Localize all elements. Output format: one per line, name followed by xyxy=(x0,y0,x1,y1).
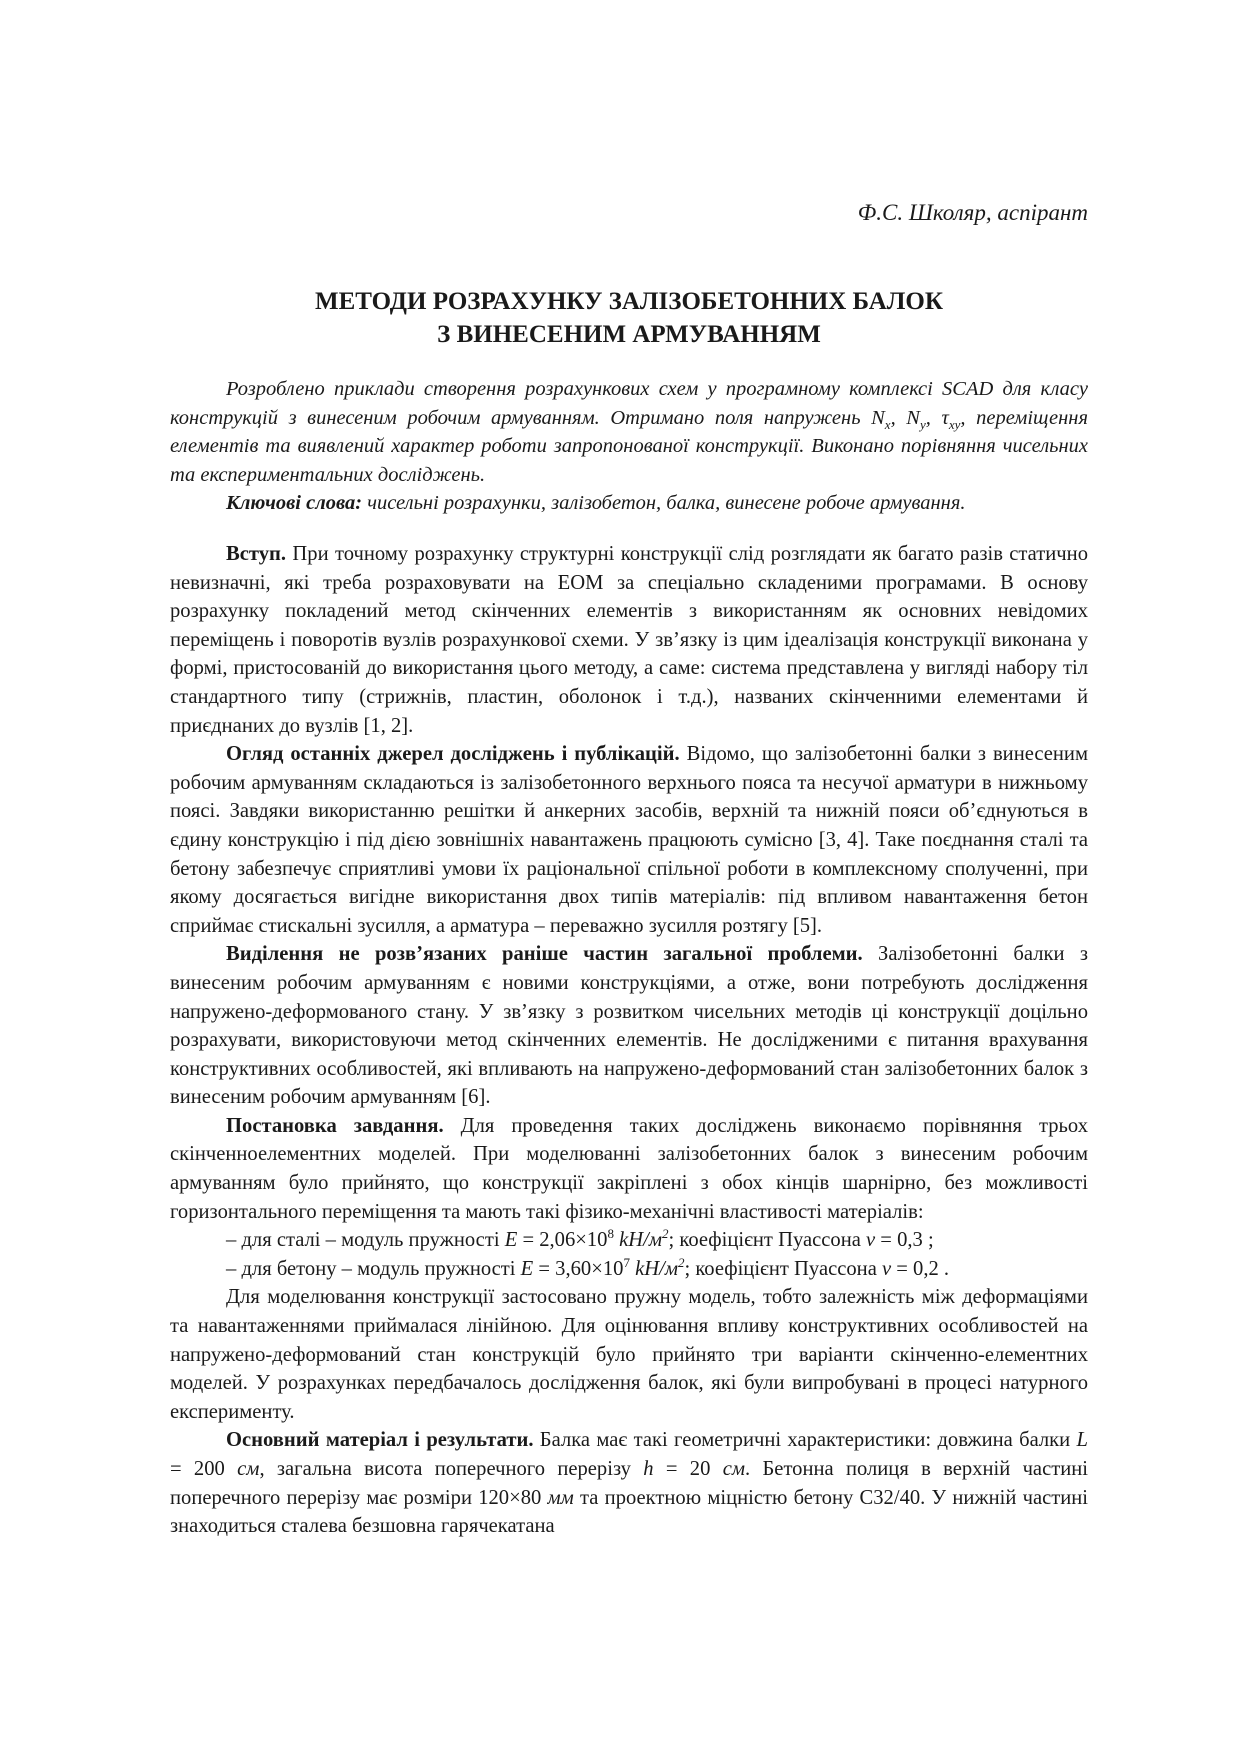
results-text-3: . Бетонна полиця в верхній частині поперечного перерізу має розміри 120×80 xyxy=(170,1458,1088,1509)
model-paragraph: Для моделювання конструкції застосовано пружну модель, тобто залежність між деформаціями та навантаженнями приймалася лінійною. Для оцінювання впливу конструктивних особливостей на напружено-деформований стан конструкцій було прийнято три варіанти скінченно-елементних моделей. У розрахунках передбачалось дослідження балок, які були випробувані в процесі натурного експерименту. xyxy=(170,1286,1088,1423)
steel-nu-value: = 0,3 ; xyxy=(875,1229,934,1252)
steel-value: = 2,06×10 xyxy=(517,1229,608,1252)
subscript-y: y xyxy=(919,416,926,432)
keywords-paragraph xyxy=(170,489,1088,518)
results-l-unit: см xyxy=(237,1458,260,1480)
results-text-1: Балка має такі геометричні характеристики: довжина балки xyxy=(533,1429,1077,1452)
review-heading: Огляд останніх джерел досліджень і публікацій. xyxy=(226,743,680,766)
steel-e-symbol: E xyxy=(504,1229,518,1252)
concrete-e-symbol: E xyxy=(520,1257,534,1280)
results-h-value: = 20 xyxy=(653,1458,723,1480)
abstract-sep-2: , τ xyxy=(925,406,949,429)
steel-unit: kН/м xyxy=(613,1229,662,1252)
unsolved-paragraph xyxy=(170,940,1088,1112)
steel-poisson-label: ; коефіцієнт Пуассона xyxy=(668,1229,867,1252)
author-line: Ф.С. Школяр, аспірант xyxy=(857,200,1088,225)
concrete-exponent: 7 xyxy=(623,1254,630,1270)
intro-heading: Вступ. xyxy=(226,543,287,565)
results-mm-unit: мм xyxy=(547,1486,574,1509)
results-l-value: = 200 xyxy=(170,1458,238,1480)
title-line-2: З ВИНЕСЕНИМ АРМУВАННЯМ xyxy=(437,321,821,348)
abstract xyxy=(170,375,1088,518)
results-h-symbol: h xyxy=(643,1458,654,1480)
results-h-unit: см xyxy=(722,1458,746,1480)
intro-paragraph xyxy=(170,540,1088,740)
task-text: Для проведення таких досліджень виконаємо порівняння трьох скінченноелементних моделей. При моделюванні залізобетонних балок з винесеним робочим армуванням було прийнято, що конструкції закріплені з обох кінців шарнірно, без можливості горизонтального переміщення та мають такі фізико-механічні властивості матеріалів: xyxy=(170,1114,1088,1223)
body-text xyxy=(170,540,1088,1541)
steel-prefix: – для сталі – модуль пружності xyxy=(226,1229,505,1252)
results-text-4: та проектною міцністю бетону С32/40. У нижній частині знаходиться сталева безшовна гарячекатана xyxy=(170,1486,1088,1538)
steel-nu-symbol: ν xyxy=(866,1229,876,1252)
unsolved-heading: Виділення не розв’язаних раніше частин загальної проблеми. xyxy=(226,943,863,966)
review-paragraph xyxy=(170,740,1088,940)
keywords-label: Ключові слова: xyxy=(226,492,363,514)
title-line-1: МЕТОДИ РОЗРАХУНКУ ЗАЛІЗОБЕТОННИХ БАЛОК xyxy=(314,288,943,315)
results-paragraph xyxy=(170,1426,1088,1540)
steel-properties xyxy=(170,1226,1088,1255)
subscript-x: x xyxy=(884,416,891,432)
concrete-properties xyxy=(170,1255,1088,1284)
results-text-2: , загальна висота поперечного перерізу xyxy=(259,1458,644,1480)
abstract-sep-1: , N xyxy=(890,406,920,429)
abstract-text-1: Розроблено приклади створення розрахункових схем у програмному комплексі SCAD для класу конструкцій з винесеним робочим армуванням. Отримано поля напружень N xyxy=(170,378,1088,429)
concrete-value: = 3,60×10 xyxy=(533,1257,624,1280)
review-text: Відомо, що залізобетонні балки з винесеним робочим армуванням складаються із залізобетонного верхнього пояса та несучої арматури в нижньому поясі. Завдяки використанню решітки й анкерних засобів, верхній та нижній пояси об’єднуються в єдину конструкцію і під дією зовнішніх навантажень працюють сумісно [3, 4]. Таке поєднання сталі та бетону забезпечує сприятливі умови їх раціональної спільної роботи в комплексному сполученні, при якому досягається вигідне використання двох типів матеріалів: під впливом навантаження бетон сприймає стискальні зусилля, а арматура – переважно зусилля розтягу [5]. xyxy=(170,743,1088,937)
subscript-xy: xy xyxy=(948,416,961,432)
abstract-paragraph xyxy=(170,375,1088,489)
intro-text: При точному розрахунку структурні конструкції слід розглядати як багато разів статично невизначні, які треба розраховувати на ЕОМ за спеціально складеними програмами. В основу розрахунку покладений метод скінченних елементів з використанням як основних невідомих переміщень і поворотів вузлів розрахункової схеми. У зв’язку із цим ідеалізація конструкції виконана у формі, пристосованій до використання цього методу, а саме: система представлена у вигляді набору тіл стандартного типу (стрижнів, пластин, оболонок і т.д.), названих скінченними елементами й приєднаних до вузлів [1, 2]. xyxy=(170,543,1088,737)
concrete-unit-exponent: 2 xyxy=(677,1254,685,1270)
concrete-unit: kН/м xyxy=(629,1257,678,1280)
paper-title xyxy=(170,285,1088,351)
concrete-prefix: – для бетону – модуль пружності xyxy=(226,1257,521,1280)
unsolved-text: Залізобетонні балки з винесеним робочим армуванням є новими конструкціями, а отже, вони потребують дослідження напружено-деформованого стану. У зв’язку з розвитком чисельних методів ці конструкції доцільно розрахувати, використовуючи метод скінченних елементів. Не дослідженими є питання врахування конструктивних особливостей, які впливають на напружено-деформований стан залізобетонних балок з винесеним робочим армуванням [6]. xyxy=(170,943,1088,1109)
abstract-text-2: , переміщення елементів та виявлений характер роботи запропонованої конструкції. Виконано порівняння чисельних та експериментальних досліджень. xyxy=(170,406,1089,486)
results-heading: Основний матеріал і результати. xyxy=(226,1429,534,1452)
task-paragraph xyxy=(170,1112,1088,1226)
steel-exponent: 8 xyxy=(607,1226,614,1242)
steel-unit-exponent: 2 xyxy=(662,1226,669,1242)
task-heading: Постановка завдання. xyxy=(226,1114,444,1137)
results-l-symbol: L xyxy=(1076,1429,1088,1452)
concrete-nu-value: = 0,2 . xyxy=(891,1257,950,1280)
concrete-nu-symbol: ν xyxy=(881,1257,892,1280)
concrete-poisson-label: ; коефіцієнт Пуассона xyxy=(684,1257,882,1280)
keywords-text: чисельні розрахунки, залізобетон, балка, винесене робоче армування. xyxy=(362,492,966,514)
